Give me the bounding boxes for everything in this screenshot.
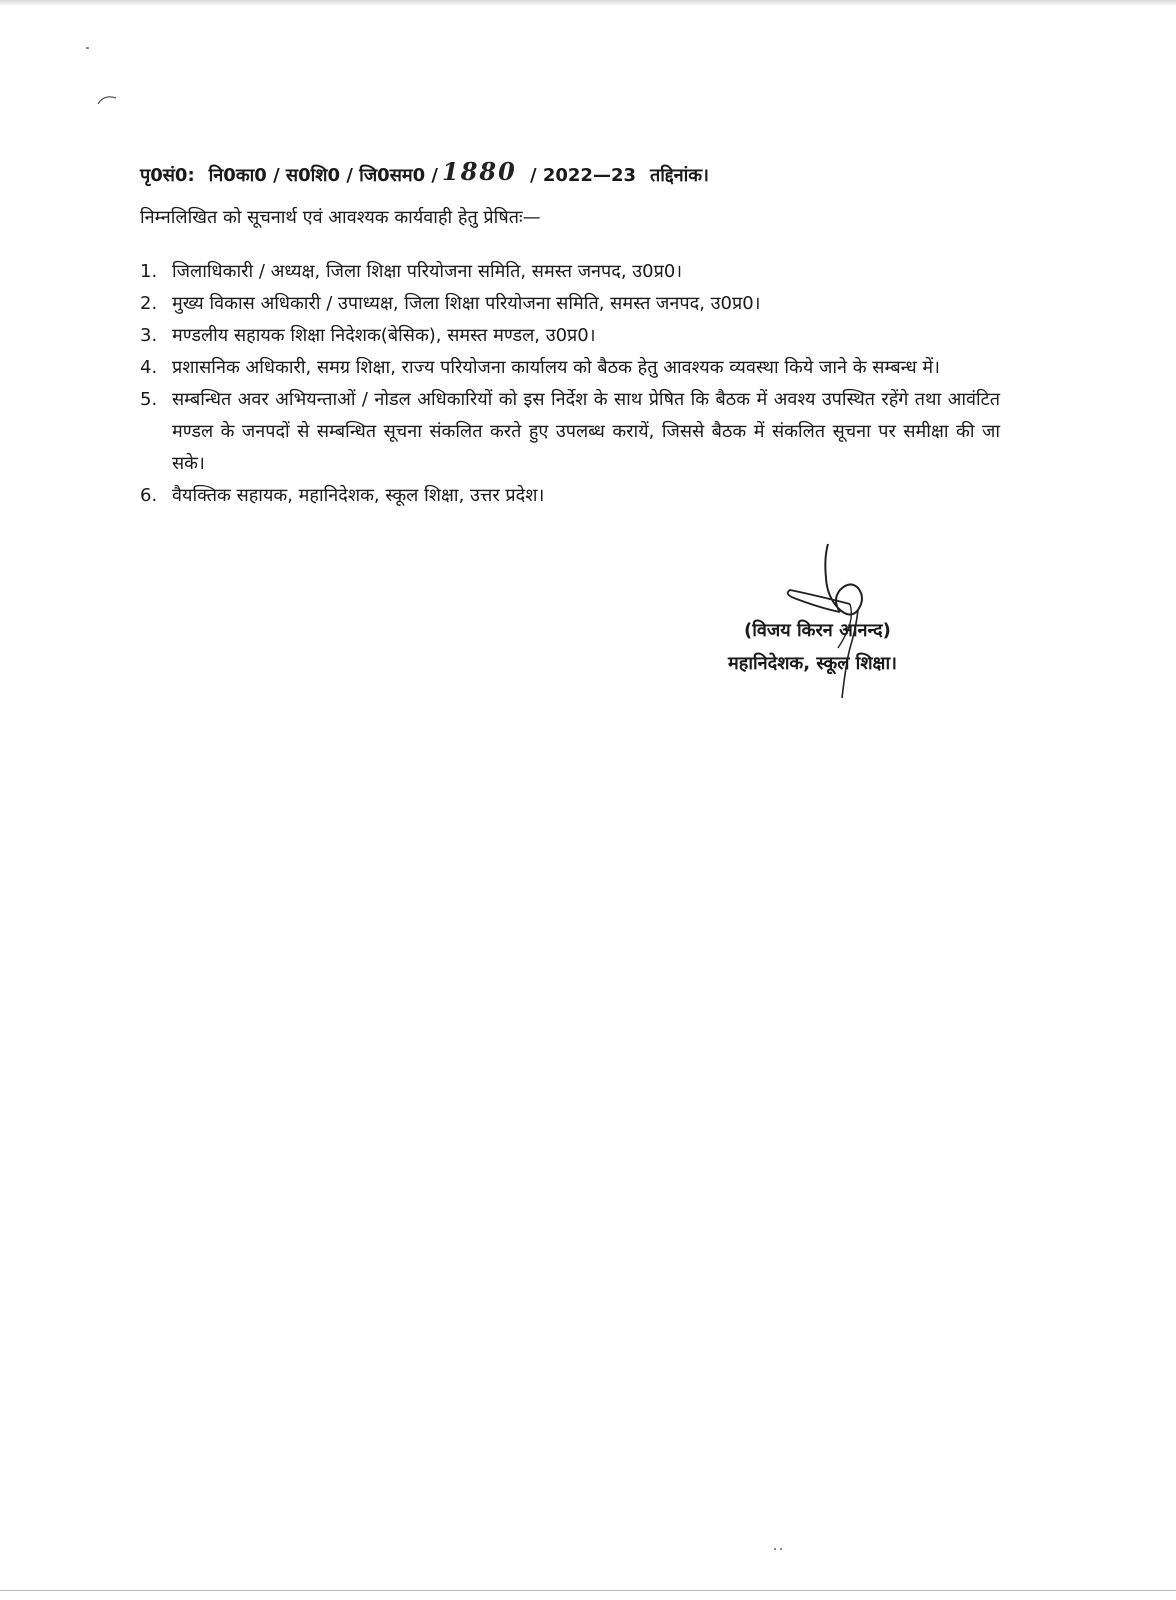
scan-speck [86, 47, 89, 49]
list-item [140, 480, 1000, 512]
scan-top-edge [0, 0, 1176, 6]
handwritten-number [438, 156, 530, 186]
item-number: 1. [140, 261, 158, 282]
item-text: मुख्य विकास अधिकारी / उपाध्यक्ष, जिला शिक्षा परियोजना समिति, समस्त जनपद, उ0प्र0। [172, 293, 761, 314]
list-item [140, 384, 1000, 480]
pen-mark [96, 92, 118, 106]
reference-year: / 2022—23 [530, 164, 637, 186]
item-number: 6. [140, 485, 158, 506]
list-item [140, 352, 1000, 384]
item-text: मण्डलीय सहायक शिक्षा निदेशक(बेसिक), समस्त मण्डल, उ0प्र0। [172, 325, 596, 346]
reference-line [140, 157, 800, 190]
item-text: जिलाधिकारी / अध्यक्ष, जिला शिक्षा परियोजना समिति, समस्त जनपद, उ0प्र0। [172, 261, 683, 282]
item-text: सम्बन्धित अवर अभियन्ताओं / नोडल अधिकारियों को इस निर्देश के साथ प्रेषित कि बैठक में अवश्य उपस्थित रहेंगे तथा आवंटित मण्डल के जनपदों से सम्बन्धित सूचना संकलित करते हुए उपलब्ध करायें, जिससे बैठक में संकलित सूचना पर समीक्षा की जा सके। [172, 389, 1000, 474]
office-code: नि0का0 / स0शि0 / जि0सम0 / [208, 165, 439, 186]
list-item [140, 288, 1000, 320]
item-number: 3. [140, 325, 158, 346]
scan-bottom-edge [0, 1590, 1176, 1591]
signatory-name: (विजय किरन आनन्द) [744, 620, 891, 641]
reference-date: तद्दिनांक। [650, 165, 709, 186]
intro-text: निम्नलिखित को सूचनार्थ एवं आवश्यक कार्यवाही हेतु प्रेषितः— [140, 207, 541, 228]
item-text: वैयक्तिक सहायक, महानिदेशक, स्कूल शिक्षा, उत्तर प्रदेश। [172, 485, 545, 506]
signature-block [700, 538, 990, 708]
item-text: प्रशासनिक अधिकारी, समग्र शिक्षा, राज्य परियोजना कार्यालय को बैठक हेतु आवश्यक व्यवस्था किये जाने के सम्बन्ध में। [172, 357, 940, 378]
reference-prefix: पृ0सं0: [140, 165, 195, 186]
item-number: 2. [140, 293, 158, 314]
list-item [140, 320, 1000, 352]
list-item [140, 256, 1000, 288]
recipient-list [140, 256, 1000, 512]
scan-dots [772, 1547, 786, 1551]
svg-text:1880: 1880 [442, 157, 517, 186]
item-number: 5. [140, 389, 158, 410]
signatory-designation: महानिदेशक, स्कूल शिक्षा। [728, 653, 897, 674]
item-number: 4. [140, 357, 158, 378]
